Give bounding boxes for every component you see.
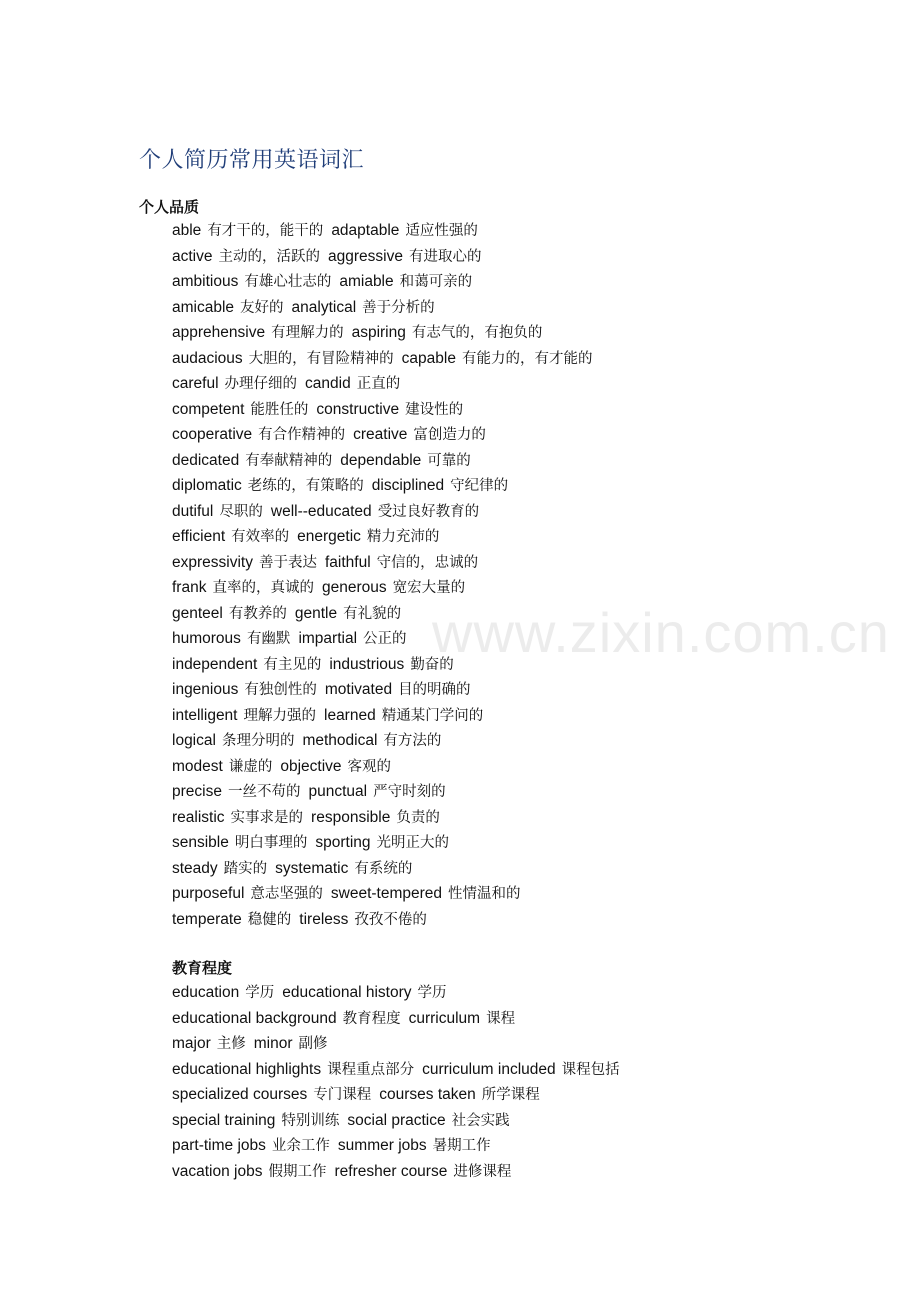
english-term: learned bbox=[324, 706, 376, 724]
chinese-translation: 有独创性的 bbox=[244, 682, 317, 698]
vocab-row bbox=[172, 1133, 628, 1159]
vocab-row bbox=[172, 397, 600, 423]
vocab-row bbox=[172, 728, 600, 754]
chinese-translation: 大胆的，有冒险精神的 bbox=[248, 350, 394, 367]
vocab-row bbox=[172, 1057, 628, 1083]
vocab-row bbox=[172, 626, 600, 652]
english-term: precise bbox=[172, 783, 222, 800]
vocab-row bbox=[172, 980, 628, 1006]
english-term: special training bbox=[172, 1111, 276, 1129]
chinese-translation: 富创造力的 bbox=[413, 427, 486, 443]
chinese-translation: 精力充沛的 bbox=[366, 529, 440, 545]
english-term: sensible bbox=[172, 834, 229, 851]
chinese-translation: 一丝不苟的 bbox=[227, 784, 301, 800]
chinese-translation: 和蔼可亲的 bbox=[399, 274, 473, 290]
vocab-row bbox=[172, 422, 600, 448]
chinese-translation: 正直的 bbox=[356, 376, 401, 392]
english-term: tireless bbox=[299, 910, 349, 928]
vocab-list-personal-qualities bbox=[172, 218, 600, 932]
chinese-translation: 尽职的 bbox=[219, 503, 263, 520]
english-term: sweet-tempered bbox=[330, 885, 443, 902]
vocab-row bbox=[172, 1159, 628, 1185]
english-term: dependable bbox=[340, 451, 422, 469]
chinese-translation: 能胜任的 bbox=[250, 401, 309, 418]
english-term: educational highlights bbox=[172, 1060, 322, 1078]
chinese-translation: 有理解力的 bbox=[271, 325, 344, 341]
chinese-translation: 孜孜不倦的 bbox=[354, 911, 427, 928]
chinese-translation: 公正的 bbox=[363, 631, 407, 647]
chinese-translation: 勤奋的 bbox=[410, 656, 454, 673]
vocab-row bbox=[172, 473, 600, 499]
english-term: intelligent bbox=[172, 706, 238, 724]
chinese-translation: 友好的 bbox=[240, 299, 284, 316]
vocab-row bbox=[172, 499, 600, 525]
english-term: part-time jobs bbox=[172, 1137, 266, 1154]
chinese-translation: 客观的 bbox=[347, 758, 392, 775]
vocab-row bbox=[172, 856, 600, 882]
english-term: gentle bbox=[294, 604, 338, 622]
vocab-row bbox=[172, 830, 600, 856]
english-term: capable bbox=[401, 349, 456, 367]
vocab-row bbox=[172, 550, 600, 576]
chinese-translation: 副修 bbox=[298, 1036, 328, 1052]
chinese-translation: 精通某门学问的 bbox=[381, 707, 484, 724]
english-term: frank bbox=[172, 579, 207, 596]
chinese-translation: 主修 bbox=[216, 1036, 246, 1052]
english-term: able bbox=[172, 222, 202, 239]
chinese-translation: 善于表达 bbox=[258, 554, 317, 571]
vocab-row bbox=[172, 652, 600, 678]
english-term: educational background bbox=[172, 1009, 337, 1027]
english-term: independent bbox=[172, 655, 258, 673]
english-term: cooperative bbox=[172, 426, 253, 443]
chinese-translation: 进修课程 bbox=[453, 1163, 512, 1180]
vocab-row bbox=[172, 269, 600, 295]
chinese-translation: 守纪律的 bbox=[450, 478, 509, 494]
english-term: steady bbox=[172, 859, 218, 877]
chinese-translation: 踏实的 bbox=[223, 860, 268, 877]
chinese-translation: 严守时刻的 bbox=[373, 784, 446, 800]
section-heading-education: 教育程度 bbox=[172, 959, 233, 977]
english-term: temperate bbox=[172, 910, 242, 928]
english-term: candid bbox=[305, 375, 351, 392]
english-term: well--educated bbox=[270, 502, 372, 520]
vocab-row bbox=[172, 1006, 628, 1032]
english-term: realistic bbox=[172, 808, 225, 826]
vocab-row bbox=[172, 448, 600, 474]
vocab-row bbox=[172, 1108, 628, 1134]
vocab-row bbox=[172, 779, 600, 805]
chinese-translation: 性情温和的 bbox=[448, 886, 521, 902]
english-term: systematic bbox=[275, 859, 349, 877]
chinese-translation: 条理分明的 bbox=[221, 733, 295, 749]
chinese-translation: 有雄心壮志的 bbox=[244, 274, 332, 290]
english-term: summer jobs bbox=[337, 1137, 427, 1154]
chinese-translation: 有志气的，有抱负的 bbox=[411, 325, 543, 341]
chinese-translation: 光明正大的 bbox=[376, 835, 450, 851]
english-term: energetic bbox=[297, 528, 361, 545]
english-term: punctual bbox=[308, 783, 368, 800]
vocab-row bbox=[172, 371, 600, 397]
english-term: curriculum bbox=[408, 1009, 481, 1027]
english-term: responsible bbox=[311, 808, 391, 826]
chinese-translation: 有能力的，有才能的 bbox=[461, 350, 593, 367]
english-term: audacious bbox=[172, 349, 243, 367]
chinese-translation: 学历 bbox=[417, 985, 447, 1001]
chinese-translation: 有才干的，能干的 bbox=[207, 223, 324, 239]
vocab-list-education bbox=[172, 980, 628, 1184]
vocab-row bbox=[172, 320, 600, 346]
english-term: industrious bbox=[329, 655, 405, 673]
vocab-row bbox=[172, 524, 600, 550]
chinese-translation: 建设性的 bbox=[405, 401, 464, 418]
english-term: methodical bbox=[302, 732, 378, 749]
english-term: objective bbox=[280, 757, 342, 775]
english-term: constructive bbox=[316, 400, 400, 418]
english-term: vacation jobs bbox=[172, 1162, 263, 1180]
chinese-translation: 特别训练 bbox=[281, 1112, 340, 1129]
chinese-translation: 有效率的 bbox=[231, 529, 290, 545]
chinese-translation: 办理仔细的 bbox=[224, 376, 298, 392]
vocab-row bbox=[172, 575, 600, 601]
english-term: major bbox=[172, 1035, 211, 1052]
english-term: genteel bbox=[172, 604, 223, 622]
english-term: generous bbox=[321, 579, 387, 596]
english-term: minor bbox=[253, 1035, 293, 1052]
english-term: active bbox=[172, 247, 213, 265]
chinese-translation: 有奉献精神的 bbox=[245, 452, 333, 469]
chinese-translation: 社会实践 bbox=[451, 1112, 510, 1129]
vocab-row bbox=[172, 601, 600, 627]
chinese-translation: 目的明确的 bbox=[398, 682, 471, 698]
english-term: dutiful bbox=[172, 502, 214, 520]
english-term: refresher course bbox=[334, 1162, 448, 1180]
chinese-translation: 适应性强的 bbox=[405, 223, 478, 239]
english-term: specialized courses bbox=[172, 1086, 308, 1103]
chinese-translation: 学历 bbox=[245, 985, 275, 1001]
english-term: amicable bbox=[172, 298, 235, 316]
chinese-translation: 暑期工作 bbox=[432, 1138, 491, 1154]
english-term: diplomatic bbox=[172, 477, 242, 494]
chinese-translation: 假期工作 bbox=[268, 1163, 327, 1180]
english-term: modest bbox=[172, 757, 223, 775]
english-term: dedicated bbox=[172, 451, 240, 469]
chinese-translation: 宽宏大量的 bbox=[392, 580, 466, 596]
chinese-translation: 课程包括 bbox=[561, 1061, 620, 1078]
english-term: courses taken bbox=[379, 1086, 476, 1103]
chinese-translation: 可靠的 bbox=[427, 452, 471, 469]
chinese-translation: 负责的 bbox=[396, 809, 440, 826]
chinese-translation: 有礼貌的 bbox=[343, 605, 402, 622]
vocab-row bbox=[172, 907, 600, 933]
chinese-translation: 谦虚的 bbox=[228, 758, 273, 775]
english-term: aspiring bbox=[351, 324, 406, 341]
page-title: 个人简历常用英语词汇 bbox=[139, 147, 365, 173]
english-term: educational history bbox=[282, 984, 412, 1001]
english-term: logical bbox=[172, 732, 216, 749]
english-term: disciplined bbox=[371, 477, 445, 494]
chinese-translation: 主动的，活跃的 bbox=[218, 248, 320, 265]
chinese-translation: 明白事理的 bbox=[234, 835, 308, 851]
chinese-translation: 受过良好教育的 bbox=[377, 503, 480, 520]
watermark: www.zixin.com.cn bbox=[432, 601, 890, 664]
english-term: curriculum included bbox=[422, 1060, 556, 1078]
english-term: competent bbox=[172, 400, 245, 418]
english-term: humorous bbox=[172, 630, 241, 647]
chinese-translation: 有方法的 bbox=[383, 733, 442, 749]
vocab-row bbox=[172, 754, 600, 780]
chinese-translation: 课程重点部分 bbox=[327, 1061, 415, 1078]
chinese-translation: 有教养的 bbox=[228, 605, 287, 622]
chinese-translation: 守信的，忠诚的 bbox=[376, 554, 479, 571]
chinese-translation: 意志坚强的 bbox=[250, 886, 323, 902]
chinese-translation: 老练的，有策略的 bbox=[247, 478, 364, 494]
chinese-translation: 稳健的 bbox=[247, 911, 292, 928]
vocab-row bbox=[172, 1082, 628, 1108]
english-term: aggressive bbox=[328, 247, 403, 265]
english-term: impartial bbox=[298, 630, 358, 647]
vocab-row bbox=[172, 244, 600, 270]
english-term: education bbox=[172, 984, 240, 1001]
english-term: faithful bbox=[324, 553, 371, 571]
chinese-translation: 善于分析的 bbox=[362, 299, 435, 316]
english-term: expressivity bbox=[172, 553, 253, 571]
vocab-row bbox=[172, 218, 600, 244]
english-term: ingenious bbox=[172, 681, 239, 698]
chinese-translation: 实事求是的 bbox=[230, 809, 304, 826]
chinese-translation: 有主见的 bbox=[263, 656, 322, 673]
chinese-translation: 有系统的 bbox=[354, 860, 413, 877]
vocab-row bbox=[172, 805, 600, 831]
chinese-translation: 课程 bbox=[486, 1010, 516, 1027]
section-heading-personal-qualities: 个人品质 bbox=[139, 198, 200, 216]
english-term: analytical bbox=[291, 298, 357, 316]
chinese-translation: 有幽默 bbox=[246, 631, 291, 647]
vocab-row bbox=[172, 677, 600, 703]
english-term: ambitious bbox=[172, 273, 239, 290]
chinese-translation: 业余工作 bbox=[271, 1138, 330, 1154]
chinese-translation: 所学课程 bbox=[481, 1087, 540, 1103]
english-term: sporting bbox=[315, 834, 371, 851]
chinese-translation: 有进取心的 bbox=[408, 248, 482, 265]
english-term: purposeful bbox=[172, 885, 245, 902]
english-term: careful bbox=[172, 375, 219, 392]
english-term: apprehensive bbox=[172, 324, 266, 341]
chinese-translation: 教育程度 bbox=[342, 1010, 401, 1027]
vocab-row bbox=[172, 703, 600, 729]
vocab-row bbox=[172, 295, 600, 321]
chinese-translation: 理解力强的 bbox=[243, 707, 316, 724]
vocab-row bbox=[172, 881, 600, 907]
english-term: amiable bbox=[339, 273, 394, 290]
english-term: adaptable bbox=[331, 222, 400, 239]
vocab-row bbox=[172, 346, 600, 372]
english-term: motivated bbox=[324, 681, 393, 698]
english-term: social practice bbox=[347, 1111, 446, 1129]
chinese-translation: 直率的，真诚的 bbox=[212, 580, 314, 596]
chinese-translation: 有合作精神的 bbox=[258, 427, 346, 443]
english-term: creative bbox=[353, 426, 408, 443]
vocab-row bbox=[172, 1031, 628, 1057]
chinese-translation: 专门课程 bbox=[313, 1087, 372, 1103]
english-term: efficient bbox=[172, 528, 226, 545]
